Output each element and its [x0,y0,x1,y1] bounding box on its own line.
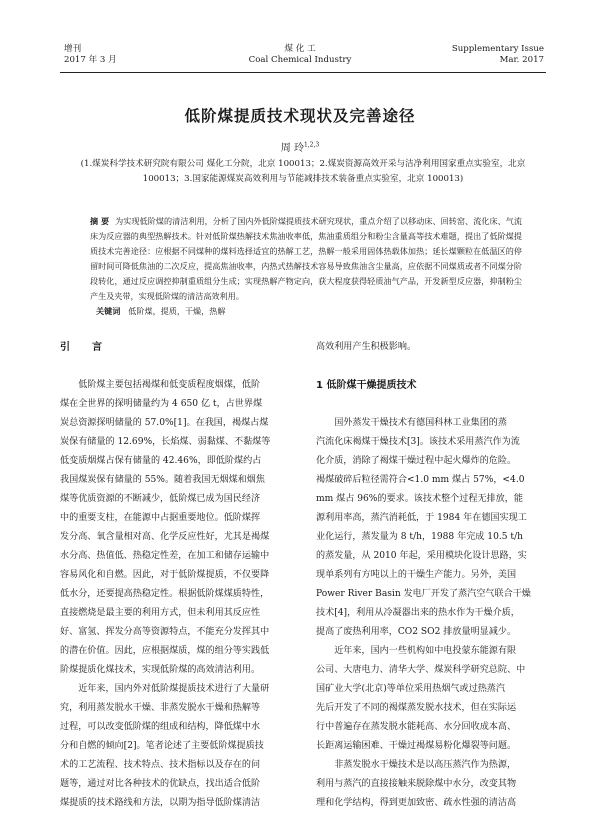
text-line: 国外蒸发干燥技术有德国科林工业集团的蒸 [334,418,507,428]
text-line: Power River Basin 发电厂开发了蒸汽空气联合干燥 [316,589,531,599]
text-line: 低阶煤主要包括褐煤和低变质程度烟煤，低阶 [78,380,261,390]
affiliation: (1.煤炭科学技术研究院有限公司 煤化工分院，北京 100013；2.煤炭资源高效开采与洁净利用国家重点实验室，北京 100013；3.国家能源煤炭高效利用与节能减排技术装备重点实验室，北京 100013) [80,159,526,184]
text-line: 炭总资源探明储量的 57.0%[1]。在我国，褐煤占煤 [60,418,269,428]
abstract-label: 摘 要 [90,216,110,226]
journal-name-cn: 煤 化 工 [284,44,316,54]
author-name: 周 玲 [280,143,304,154]
issue-date-en: Mar. 2017 [499,55,544,65]
text-line: 分和自燃的倾向[2]。笔者论述了主要低阶煤提质技 [60,741,264,751]
abstract [90,214,522,304]
section-1-paragraph-1-body [316,433,552,642]
continued-text: 高效利用产生积极影响。 [316,342,417,352]
text-line: 究，利用蒸发脱水干燥、非蒸发脱水干燥和热解等 [60,703,261,713]
text-line: 低水分，还要提高热稳定性。根据低阶煤煤质特性， [60,589,270,599]
keywords-text: 低阶煤，提质，干燥，热解 [128,306,226,316]
text-line: 直接燃烧是最主要的利用方式，但未利用其反应性 [60,608,261,618]
text-line: 煤等优质资源的不断减少，低阶煤已成为国民经济 [60,494,261,504]
running-header-right [452,44,544,66]
intro-paragraph-body [60,395,296,680]
section-1-heading: 1 低阶煤干燥提质技术 [316,380,417,391]
journal-name-en: Coal Chemical Industry [248,55,352,65]
text-line: 褐煤破碎后粒径需符合<1.0 mm 煤占 57%，<4.0 [316,475,525,485]
text-line: 技术[4]，利用从冷凝器出来的热水作为干燥介质， [316,608,520,618]
text-line: 国矿业大学(北京)等单位采用热烟气或过热蒸汽 [316,684,505,694]
intro-paragraph [60,376,296,395]
text-line: 业化运行，蒸发量为 8 t/h，1988 年完成 10.5 t/h [316,532,523,542]
section-1-paragraph-2 [316,642,552,661]
text-line: 汽流化床褐煤干燥技术[3]。该技术采用蒸汽作为流 [316,437,520,447]
section-1-paragraph-2-body [316,661,552,756]
text-line: 水分高、热值低、热稳定性差，在加工和储存运输中 [60,551,270,561]
right-column [316,338,552,813]
text-line: 先后开发了不同的褐煤蒸发脱水技术，但在实际运 [316,703,517,713]
text-line: mm 煤占 96%的要求。该技术整个过程无排放，能 [316,494,523,504]
text-line: 利用与蒸汽的直接接触来脱除煤中水分，改变其物 [316,779,517,789]
text-line: 行中普遍存在蒸发脱水能耗高、水分回收成本高、 [316,722,517,732]
left-column [60,338,296,813]
section-1-paragraph-3 [316,756,552,775]
text-line: 煤提质的技术路线和方法，以期为指导低阶煤清洁 [60,798,261,808]
text-line: 理和化学结构，得到更加致密、疏水性强的清洁高 [316,798,517,808]
author-affiliation-marker: 1,2,3 [303,141,320,149]
text-line: 源利用率高，蒸汽消耗低，于 1984 年在德国实现工 [316,513,527,523]
text-line: 近年来，国内外对低阶煤提质技术进行了大量研 [78,684,270,694]
intro-paragraph-2 [60,680,296,699]
author-line [0,139,600,154]
keywords [96,304,528,319]
text-line: 的蒸发量，从 2010 年起，采用模块化设计思路，实 [316,551,527,561]
text-line: 现单系列有方吨以上的干燥生产能力。另外，美国 [316,570,517,580]
text-line: 术的工艺流程、技术特点、技术指标以及存在的问 [60,760,261,770]
text-line: 化介质，消除了褐煤干燥过程中起火爆炸的危险。 [316,456,517,466]
text-line: 公司、大唐电力、清华大学、煤炭科学研究总院、中 [316,665,526,675]
text-line: 好、富氢、挥发分高等资源特点，不能充分发挥其中 [60,627,270,637]
section-1-paragraph-1 [316,414,552,433]
journal-issue-label: 增刊 [64,44,82,54]
text-line: 过程，可以改变低阶煤的组成和结构，降低煤中水 [60,722,261,732]
text-line: 低变质烟煤占保有储量的 42.46%，即低阶煤约占 [60,456,262,466]
text-line: 提高了废热利用率，CO2 SO2 排放量明显减少。 [316,627,517,637]
keywords-label: 关键词 [96,306,121,316]
abstract-text: 为实现低阶煤的清洁利用，分析了国内外低阶煤提质技术研究现状，重点介绍了以移动床、回转窑、流化床、气流床为反应器的典型热解技术。针对低阶煤热解技术焦油收率低，焦油重质组分和粉尘含量高等技术难题，提出了低阶煤提质技术完善途径：应根据不同煤种的煤料选择适宜的热解工艺，热解一般采用固体热载体加热；延长煤颗粒在低温区的停留时间可降低焦油的二次反应，提高焦油收率，内热式热解技术容易导致焦油含尘量高，应依据不同煤质或者不同煤分阶段转化，通过反应调控抑制重质组分生成；实现热解产物定向，获大程度获得轻质油气产品，开发新型反应器，抑制粉尘产生及夹带，实现低阶煤的清洁高效利用。 [90,216,522,301]
journal-date: 2017 年 3 月 [64,55,117,65]
header-divider [60,72,546,73]
text-line: 非蒸发脱水干燥技术是以高压蒸汽作为热源， [334,760,517,770]
section-1-paragraph-3-body [316,775,552,813]
intro-heading: 引言 [60,342,124,353]
text-line: 我国煤炭保有储量的 55%。随着我国无烟煤和烟焦 [60,475,265,485]
text-line: 炭保有储量的 12.69%，长焰煤、弱黏煤、不黏煤等 [60,437,271,447]
paper-title: 低阶煤提质技术现状及完善途径 [184,107,416,125]
text-line: 阶煤提质化煤技术，实现低阶煤的高效清洁利用。 [60,665,261,675]
text-line: 发分高、氧含量相对高、化学反应性好，尤其是褐煤 [60,532,270,542]
intro-paragraph-2-body [60,699,296,813]
text-line: 的潜在价值。因此，应根据煤质，煤的组分等实践低 [60,646,270,656]
text-line: 煤在全世界的探明储量约为 4 650 亿 t，占世界煤 [60,399,263,409]
text-line: 容易风化和自燃。因此，对于低阶煤提质，不仅要降 [60,570,270,580]
text-line: 近年来，国内一些机构如中电投蒙东能源有限 [334,646,517,656]
text-line: 长距离运输困难、干燥过褐煤易粉化爆裂等问题。 [316,741,517,751]
issue-type-en: Supplementary Issue [451,44,544,54]
text-line: 题等，通过对比各种技术的优缺点，找出适合低阶 [60,779,261,789]
text-line: 中的重要支柱，在能源中占据重要地位。低阶煤挥 [60,513,261,523]
